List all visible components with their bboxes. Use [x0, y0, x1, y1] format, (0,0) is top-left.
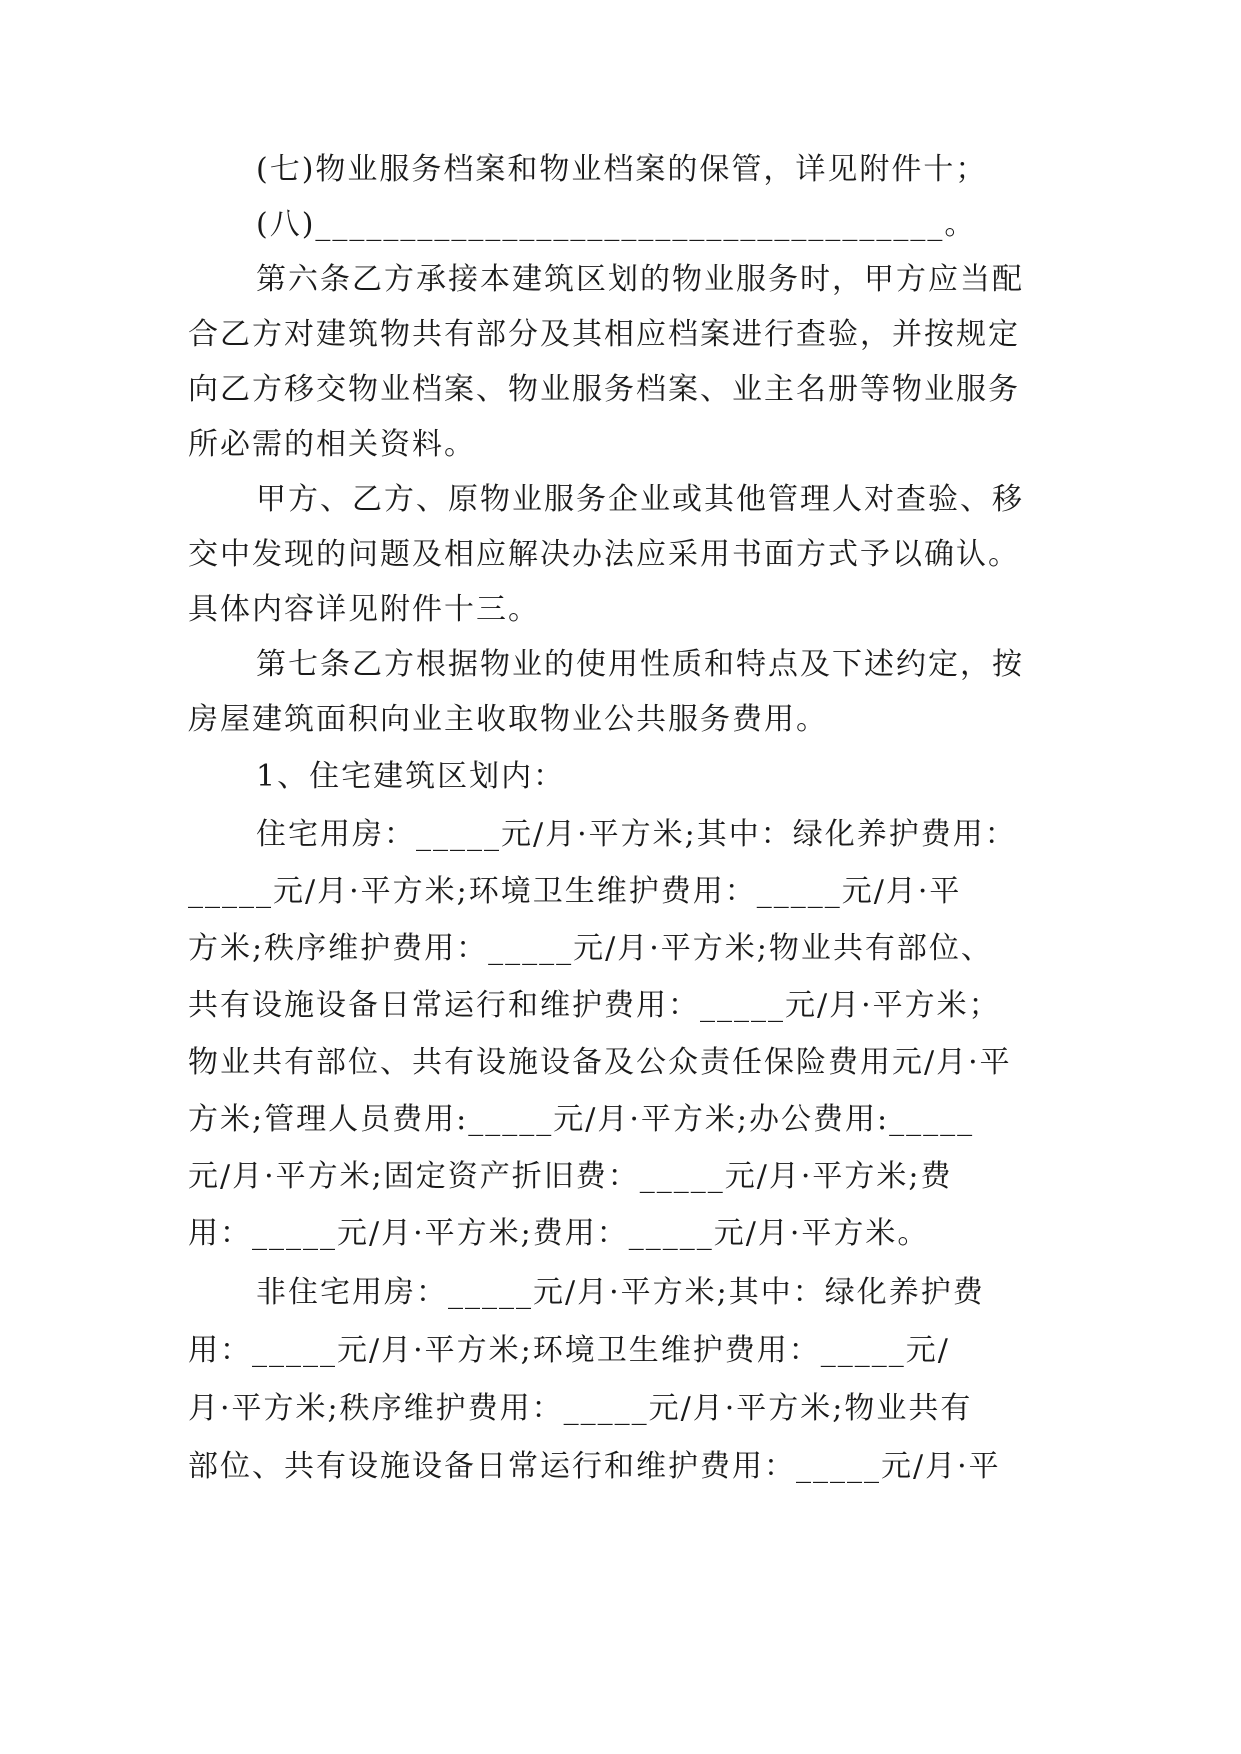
text-line: _____元/月·平方米;环境卫生维护费用：_____元/月·平 [188, 874, 962, 909]
text-line: (八)_____________________________________。 [256, 207, 977, 242]
text-line: 交中发现的问题及相应解决办法应采用书面方式予以确认。 [188, 537, 1020, 572]
text-line: 1、住宅建筑区划内： [256, 759, 566, 794]
text-line: (七)物业服务档案和物业档案的保管，详见附件十； [256, 152, 988, 187]
text-line: 第六条乙方承接本建筑区划的物业服务时，甲方应当配 [256, 262, 1024, 297]
text-line: 合乙方对建筑物共有部分及其相应档案进行查验，并按规定 [188, 317, 1020, 352]
text-line: 方米;秩序维护费用：_____元/月·平方米;物业共有部位、 [188, 931, 993, 966]
text-line: 共有设施设备日常运行和维护费用：_____元/月·平方米； [188, 988, 1001, 1023]
text-line: 具体内容详见附件十三。 [188, 592, 540, 627]
text-line: 元/月·平方米;固定资产折旧费：_____元/月·平方米;费 [188, 1159, 953, 1194]
text-line: 甲方、乙方、原物业服务企业或其他管理人对查验、移 [256, 482, 1024, 517]
text-line: 用：_____元/月·平方米;费用：_____元/月·平方米。 [188, 1216, 930, 1251]
text-line: 向乙方移交物业档案、物业服务档案、业主名册等物业服务 [188, 372, 1020, 407]
text-line: 方米;管理人员费用:_____元/月·平方米;办公费用:_____ [188, 1102, 975, 1137]
text-line: 用：_____元/月·平方米;环境卫生维护费用：_____元/ [188, 1333, 950, 1368]
text-line: 房屋建筑面积向业主收取物业公共服务费用。 [188, 702, 828, 737]
text-line: 部位、共有设施设备日常运行和维护费用：_____元/月·平 [188, 1449, 1001, 1484]
text-line: 所必需的相关资料。 [188, 427, 476, 462]
text-line: 物业共有部位、共有设施设备及公众责任保险费用元/月·平 [188, 1045, 1012, 1080]
text-line: 住宅用房：_____元/月·平方米;其中：绿化养护费用： [256, 817, 1017, 852]
text-line: 月·平方米;秩序维护费用：_____元/月·平方米;物业共有 [188, 1391, 973, 1426]
text-line: 第七条乙方根据物业的使用性质和特点及下述约定，按 [256, 647, 1024, 682]
text-line: 非住宅用房：_____元/月·平方米;其中：绿化养护费 [256, 1275, 985, 1310]
